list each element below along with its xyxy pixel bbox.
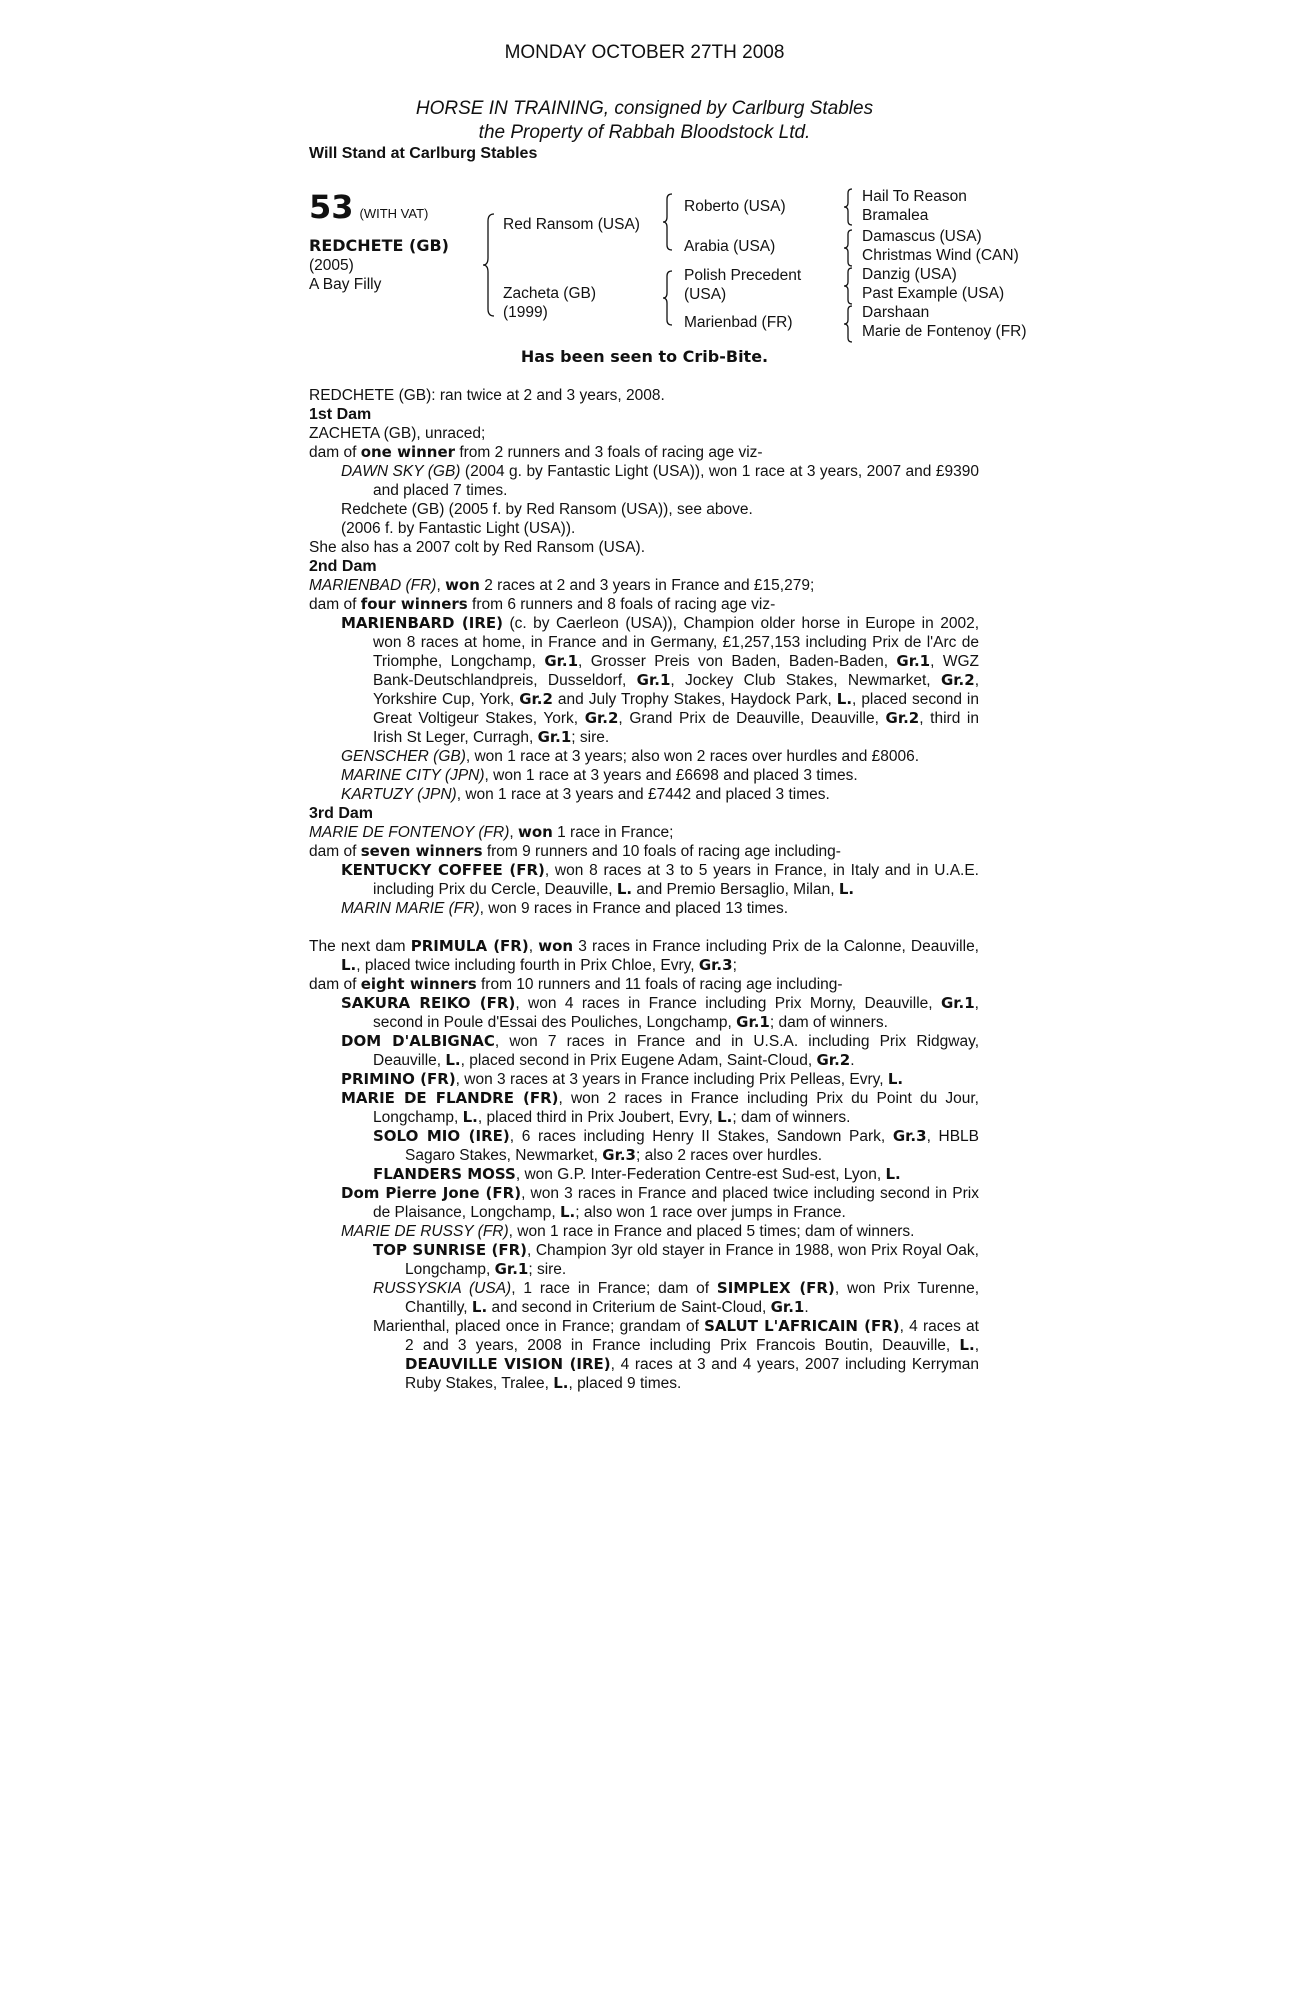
pedigree-gg-2: Bramalea	[862, 207, 929, 224]
produce-entry: SAKURA REIKO (FR), won 4 races in France including Prix Morny, Deauville, Gr.1, second in Poule d'Essai des Pouliches, Longchamp, Gr.1; dam of winners.	[341, 994, 979, 1031]
catalogue-body	[309, 386, 979, 1393]
pedigree-gg-5: Danzig (USA)	[862, 266, 957, 283]
pedigree-brace-sire	[662, 193, 674, 251]
sale-date: MONDAY OCTOBER 27TH 2008	[504, 42, 785, 63]
next-dam-produce-line: dam of eight winners from 10 runners and 11 foals of racing age including-	[309, 975, 843, 993]
consignment-heading	[0, 97, 1289, 145]
third-dam-heading: 3rd Dam	[309, 805, 374, 822]
produce-entry: TOP SUNRISE (FR), Champion 3yr old stayer in France in 1988, won Prix Royal Oak, Longchamp, Gr.1; sire.	[373, 1241, 979, 1278]
produce-entry: MARIE DE FLANDRE (FR), won 2 races in France including Prix du Point du Jour, Longchamp, L., placed third in Prix Joubert, Evry, L.; dam of winners.	[341, 1089, 979, 1126]
pedigree-brace-dam	[662, 270, 674, 326]
produce-entry: KARTUZY (JPN), won 1 race at 3 years and £7442 and placed 3 times.	[341, 786, 830, 803]
produce-entry: FLANDERS MOSS, won G.P. Inter-Federation Centre-est Sud-est, Lyon, L.	[373, 1165, 901, 1183]
pedigree-brace-g2	[843, 229, 854, 267]
produce-entry: RUSSYSKIA (USA), 1 race in France; dam of SIMPLEX (FR), won Prix Turenne, Chantilly, L. and second in Criterium de Saint-Cloud, Gr.1.	[373, 1279, 979, 1316]
produce-note: She also has a 2007 colt by Red Ransom (USA).	[309, 539, 646, 556]
third-dam-produce-line: dam of seven winners from 9 runners and 10 foals of racing age including-	[309, 842, 841, 860]
pedigree-sire: Red Ransom (USA)	[503, 216, 640, 233]
next-dam-line: The next dam PRIMULA (FR), won 3 races in France including Prix de la Calonne, Deauville, L., placed twice including fourth in Prix Chloe, Evry, Gr.3;	[309, 937, 979, 974]
pedigree-dam-sire	[684, 266, 801, 304]
pedigree-gg-7: Darshaan	[862, 304, 930, 321]
pedigree-gg-8: Marie de Fontenoy (FR)	[862, 323, 1027, 340]
produce-entry: GENSCHER (GB), won 1 race at 3 years; also won 2 races over hurdles and £8006.	[341, 748, 920, 765]
pedigree-gg-6: Past Example (USA)	[862, 285, 1005, 302]
produce-entry: SOLO MIO (IRE), 6 races including Henry II Stakes, Sandown Park, Gr.3, HBLB Sagaro Stakes, Newmarket, Gr.3; also 2 races over hurdles.	[373, 1127, 979, 1164]
lot-number: 53	[309, 188, 354, 226]
produce-entry: MARIN MARIE (FR), won 9 races in France and placed 13 times.	[341, 900, 789, 917]
pedigree-dam-name: Zacheta (GB)	[503, 285, 597, 302]
produce-entry: KENTUCKY COFFEE (FR), won 8 races at 3 to 5 years in France, in Italy and in U.A.E. including Prix du Cercle, Deauville, L. and Premio Bersaglio, Milan, L.	[341, 861, 979, 898]
second-dam-produce-line: dam of four winners from 6 runners and 8 foals of racing age viz-	[309, 595, 776, 613]
pedigree-dam-dam: Marienbad (FR)	[684, 314, 793, 331]
produce-entry: PRIMINO (FR), won 3 races at 3 years in France including Prix Pelleas, Evry, L.	[341, 1070, 904, 1088]
produce-entry: MARIENBARD (IRE) (c. by Caerleon (USA)), Champion older horse in Europe in 2002, won 8 races at home, in France and in Germany, £1,257,153 including Prix de l'Arc de Triomphe, Longchamp, Gr.1, Grosser Preis von Baden, Baden-Baden, Gr.1, WGZ Bank-Deutschlandpreis, Dusseldorf, Gr.1, Jockey Club Stakes, Newmarket, Gr.2, Yorkshire Cup, York, Gr.2 and July Trophy Stakes, Haydock Park, L., placed second in Great Voltigeur Stakes, York, Gr.2, Grand Prix de Deauville, Deauville, Gr.2, third in Irish St Leger, Curragh, Gr.1; sire.	[341, 614, 979, 746]
first-dam-heading: 1st Dam	[309, 406, 372, 423]
pedigree-brace-g4	[843, 305, 854, 343]
vat-note: (WITH VAT)	[359, 206, 429, 221]
race-summary: REDCHETE (GB): ran twice at 2 and 3 years, 2008.	[309, 387, 665, 404]
vices-note: Has been seen to Crib-Bite.	[520, 347, 769, 366]
pedigree-gg-1: Hail To Reason	[862, 188, 967, 205]
pedigree-sire-sire: Roberto (USA)	[684, 198, 786, 215]
horse-description: A Bay Filly	[309, 276, 382, 293]
pedigree-dam	[503, 284, 596, 322]
stand-location: Will Stand at Carlburg Stables	[309, 145, 538, 162]
produce-entry: Marienthal, placed once in France; grandam of SALUT L'AFRICAIN (FR), 4 races at 2 and 3 years, 2008 in France including Prix Francois Boutin, Deauville, L., DEAUVILLE VISION (IRE), 4 races at 3 and 4 years, 2007 including Kerryman Ruby Stakes, Tralee, L., placed 9 times.	[373, 1317, 979, 1392]
pedigree-gg-3: Damascus (USA)	[862, 228, 982, 245]
horse-name: REDCHETE (GB)	[309, 236, 449, 255]
pedigree-brace-g1	[843, 188, 854, 226]
first-dam-produce-line: dam of one winner from 2 runners and 3 foals of racing age viz-	[309, 443, 763, 461]
produce-entry: MARINE CITY (JPN), won 1 race at 3 years and £6698 and placed 3 times.	[341, 767, 858, 784]
first-dam-line: ZACHETA (GB), unraced;	[309, 425, 486, 442]
lot-number-block	[309, 188, 428, 226]
pedigree-sire-dam: Arabia (USA)	[684, 238, 776, 255]
produce-entry: Redchete (GB) (2005 f. by Red Ransom (USA)), see above.	[341, 501, 753, 518]
second-dam-heading: 2nd Dam	[309, 558, 377, 575]
produce-entry: DOM D'ALBIGNAC, won 7 races in France and in U.S.A. including Prix Ridgway, Deauville, L., placed second in Prix Eugene Adam, Saint-Cloud, Gr.2.	[341, 1032, 979, 1069]
pedigree-dam-year: (1999)	[503, 304, 548, 321]
horse-foaling-year: (2005)	[309, 257, 354, 274]
second-dam-line: MARIENBAD (FR), won 2 races at 2 and 3 years in France and £15,279;	[309, 576, 815, 594]
produce-entry: MARIE DE RUSSY (FR), won 1 race in France and placed 5 times; dam of winners.	[341, 1223, 915, 1240]
produce-entry: DAWN SKY (GB) (2004 g. by Fantastic Light (USA)), won 1 race at 3 years, 2007 and £9390 and placed 7 times.	[341, 463, 979, 499]
pedigree-dam-sire-country: (USA)	[684, 286, 727, 303]
pedigree-gg-4: Christmas Wind (CAN)	[862, 247, 1019, 264]
pedigree-brace-main	[482, 213, 496, 317]
consignment-line: HORSE IN TRAINING, consigned by Carlburg Stables	[415, 98, 874, 119]
produce-entry: (2006 f. by Fantastic Light (USA)).	[341, 520, 576, 537]
produce-entry: Dom Pierre Jone (FR), won 3 races in France and placed twice including second in Prix de Plaisance, Longchamp, L.; also won 1 race over jumps in France.	[341, 1184, 979, 1221]
pedigree-brace-g3	[843, 267, 854, 305]
pedigree-dam-sire-name: Polish Precedent	[684, 267, 802, 284]
property-line: the Property of Rabbah Bloodstock Ltd.	[478, 122, 811, 143]
third-dam-line: MARIE DE FONTENOY (FR), won 1 race in France;	[309, 823, 674, 841]
